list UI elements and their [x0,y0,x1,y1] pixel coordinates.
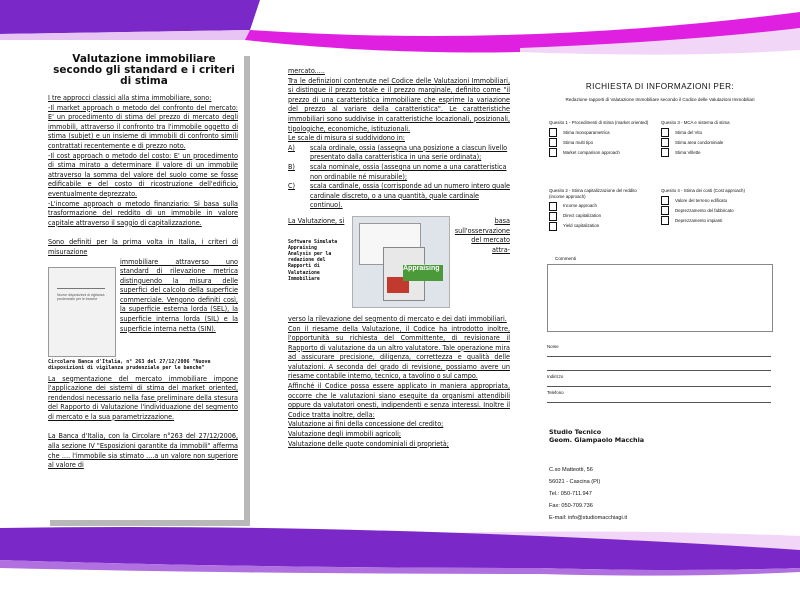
comments-textarea[interactable] [547,264,773,332]
question-4-heading: Quesito 4 - Stima dei costi (Cost approach) [661,188,745,193]
question-2-block [549,188,649,231]
option-label: Yield capitalization [563,223,600,229]
address-field[interactable] [547,374,771,387]
paragraph-market-through: del mercato attra- [471,235,510,254]
middle-column [288,66,510,526]
option-label: Stima monoparametrica [563,129,610,135]
paragraph-measurement-intro: Sono definiti per la prima volta in Italia, i criteri di misurazione [48,237,238,256]
comments-label: Commenti [555,256,576,261]
paragraph-valuation-based: La Valutazione, si [288,215,345,225]
info-request-form [545,78,775,521]
paragraph-code-application: Affinché il Codice possa essere applicato in maniera appropriata, occorre che le valutazioni siano eseguite da organismi attendibili oppure da valutatori onesti, indipendenti e senza interessi. Inoltre il Codice tratta inoltre, della: [288,381,510,419]
checkbox[interactable] [549,128,557,137]
paragraph-cost-approach: -Il cost approach o metodo del costo: E' un procedimento di stima mirato a determinare il valore di un immobile attraverso la somma del valore del suolo come se fosse edificabile e del costo di ricostruzione dell'edificio, eventualmente deprezzato. [48,150,238,198]
checkbox[interactable] [549,138,557,147]
paragraph-segment-detection: verso la rilevazione del segmento di mercato e dei dati immobiliari. [288,313,507,323]
contact-telephone: Tel.: 050-711.947 [549,491,592,497]
form-subtitle: Redazione rapporti di Valutazione Immobiliare secondo il Codice delle Valutazioni Immobiliari [565,97,755,102]
option-label: Stima Villette [675,149,701,155]
checkbox[interactable] [661,216,669,225]
option-label: Market comparison approach [563,149,620,155]
name-field[interactable] [547,344,771,357]
list-item: Valutazione ai fini della concessione del credito; [288,419,444,429]
studio-name [549,428,644,444]
contact-address: C.so Matteotti, 56 [549,467,593,473]
checkbox[interactable] [549,222,557,231]
paragraph-approaches-intro: I tre approcci classici alla stima immobiliare, sono: [48,93,212,102]
paragraph-income-approach: -L'income approach o metodo finanziario: Si basa sulla trasformazione del reddito di un immobile in valore capitale attraverso il saggio di capitalizzazione. [48,198,238,227]
contact-city: 56021 - Cascina (PI) [549,479,601,485]
list-item: Valutazione delle quote condominiali di proprietà; [288,438,449,448]
telephone-field[interactable] [547,390,771,403]
checkbox[interactable] [661,196,669,205]
option-label: Stima area condominiale [675,139,724,145]
option-label: Stima del Vito [675,129,703,135]
list-item: Valutazione degli immobili agricoli; [288,429,402,439]
paragraph-price-definitions: Tra le definizioni contenute nel Codice delle Valutazioni Immobiliari, si distingue il prezzo totale e il prezzo marginale, definito come "il prezzo di una caratteristica immobiliare che esprime la variazione del prezzo al variare della caratteristica". Le caratteristiche immobiliari sono suddivise in caratteristiche locazionali, posizionali, tipologiche, economiche, istituzionali. [288,75,510,133]
question-1-heading: Quesito 1 - Procedimenti di stima (market oriented) [549,120,649,125]
list-item: A) scala ordinale, ossia (assegna una posizione a ciascun livello presentato dalla caratteristica in una serie ordinata); [288,142,508,162]
contact-fax: Fax: 050-709.736 [549,503,593,509]
checkbox[interactable] [549,148,557,157]
circular-image-caption: Circolare Banca d'Italia, n° 263 del 27/12/2006 "Nuove disposizioni di vigilanza prudenziale per le banche" [48,358,211,371]
checkbox[interactable] [549,212,557,221]
checkbox[interactable] [549,202,557,211]
option-label: Valore del terreno edificato [675,197,728,203]
name-field-label: Nome [547,344,559,349]
option-label: Income approach [563,203,597,209]
bottom-decorative-band [0,520,800,600]
studio-owner: Geom. Giampaolo Macchia [549,436,645,444]
question-3-block [661,120,771,158]
appraising-label: Appraising [403,264,440,272]
circular-document-image [48,267,116,357]
list-item: C) scala cardinale, ossia (corrisponde ad un numero intero quale cardinale discreto, o a una quantità, quale cardinale continuo). [288,181,510,210]
question-1-block [549,120,649,158]
option-label: Direct capitalization [563,213,602,219]
checkbox[interactable] [661,206,669,215]
question-3-heading: Quesito 3 - MCA e sistema di stima [661,120,730,125]
telephone-field-label: Telefono [547,390,564,395]
software-image-caption: Software Simulata Appraising Analysis per la redazione del Rapporti di Valutazione Immobiliare [288,239,338,282]
left-column-panel [44,50,244,520]
appraising-software-image [352,216,450,308]
option-label: Deprezzamento del fabbricato [675,207,734,213]
option-label: Deprezzamento impianti [675,217,723,223]
paragraph-banca-italia: La Banca d'Italia, con la Circolare n°263 del 27/12/2006, alla sezione IV "Esposizioni garantite da immobili" afferma che .... l'immobile sia stimato ....a un valore non superiore al valore di [48,431,238,470]
checkbox[interactable] [661,148,669,157]
paragraph-scales-intro: Le scale di misura si suddividono in: [288,133,405,143]
paragraph-measurement-standard: immobiliare attraverso uno standard di rilevazione metrica distinguendo la misura delle superfici del calcolo della superficie commerciale. Vengono definiti così, la superficie esterna lorda (SEL), la superficie interna lorda (SIL) e la superficie interna netta (SIN). [120,256,238,333]
contact-info [549,464,627,524]
left-column-title: Valutazione immobiliare secondo gli standard e i criteri di stima [53,53,235,87]
paragraph-observation: basa sull'osservazione [454,215,510,235]
checkbox[interactable] [661,138,669,147]
question-4-block [661,188,771,226]
paragraph-market-approach: -Il market approach o metodo del confronto del mercato: E' un procedimento di stima del prezzo di mercato degli immobili, attraverso il confronto tra l'immobile oggetto di stima (subjet) e un insieme di immobili di confronto simili contrattati recentemente e di prezzo noto. [48,102,238,150]
paragraph-market-continued: mercato..... [288,66,325,75]
option-label: Stima multi tipo [563,139,594,145]
circular-document-text: Nuove disposizioni di vigilanza prudenziale per le banche [57,292,105,301]
list-item: B) scala nominale, ossia (assegna un nome a una caratteristica non ordinabile né misurabile); [288,161,507,181]
checkbox[interactable] [661,128,669,137]
paragraph-review: Con il riesame della Valutazione, il Codice ha introdotto inoltre, l'opportunità su richiesta del Committente, di revisionare il Rapporto di valutazione da un altro valutatore. Tale operazione mira ad assicurare precisione, diligenza, correttezza e qualità delle valutazioni. A seconda del grado di revisione, possiamo avere un riesame contabile interno, tecnico, a tavolino o sul campo. [288,323,510,381]
contact-email: E-mail: info@studiomacchiagi.it [549,515,628,521]
name-field-extra-line[interactable] [547,358,771,371]
address-field-label: Indirizzo [547,374,564,379]
form-title: RICHIESTA DI INFORMAZIONI PER: [585,82,735,91]
studio-title: Studio Tecnico [549,428,602,436]
paragraph-market-segmentation: La segmentazione del mercato immobiliare impone l'applicazione dei sistemi di stima del market oriented, rendendosi necessario nella fase preliminare della stesura del Rapporto di Valutazione l'individuazione del segmento di mercato e la sua parametrizzazione. [48,373,238,421]
question-2-heading: Quesito 2 - Stima capitalizzazione del reddito (income approach) [549,188,637,199]
